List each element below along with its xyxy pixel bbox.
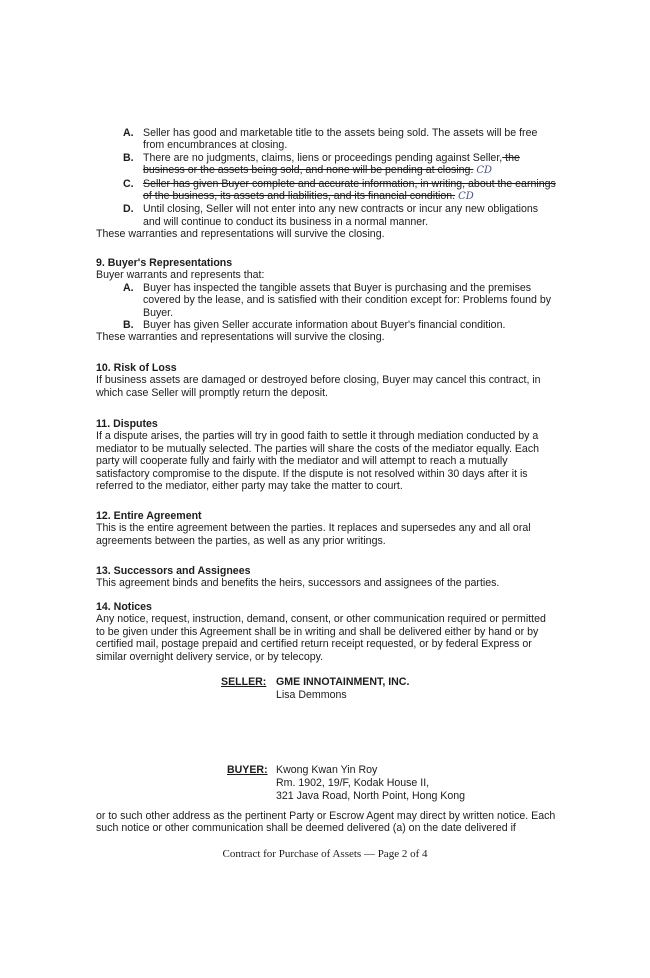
section-12-heading: 12. Entire Agreement <box>96 510 202 522</box>
section-14-text: Any notice, request, instruction, demand, consent, or other communication required or permitted to be given under this Agreement shall be in writing and shall be delivered either by hand or by certified mail, postage prepaid and certified return receipt requested, or by federal Express or similar overnight delivery service, or by telecopy. <box>96 613 546 663</box>
buyer-block <box>0 764 650 804</box>
section-14-heading: 14. Notices <box>96 601 152 613</box>
warranty-a-text: Seller has good and marketable title to the assets being sold. The assets will be free from encumbrances at closing. <box>143 127 538 152</box>
buyer-rep-b-text: Buyer has given Seller accurate information about Buyer's financial condition. <box>143 319 506 332</box>
closing-paragraph: or to such other address as the pertinent Party or Escrow Agent may direct by written notice. Each such notice or other communication shall be deemed delivered (a) on the date delivered if <box>96 810 556 835</box>
buyer-rep-b <box>96 319 556 331</box>
buyer-address-line1: Rm. 1902, 19/F, Kodak House II, <box>276 777 430 789</box>
seller-warranties <box>96 127 556 241</box>
section-13-text: This agreement binds and benefits the heirs, successors and assignees of the parties. <box>96 577 500 590</box>
warranty-b-struck-text: the business or the assets being sold, and none will be pending at closing. <box>143 151 520 177</box>
section-11 <box>96 418 556 492</box>
warranty-d-text: Until closing, Seller will not enter into any new contracts or incur any new obligations and will continue to conduct its business in a normal manner. <box>143 203 539 228</box>
buyer-rep-a-text: Buyer has inspected the tangible assets that Buyer is purchasing and the premises covered by the lease, and is satisfied with their condition except for: Problems found by Buyer. <box>143 281 552 319</box>
warranty-a <box>96 127 556 152</box>
section-12-text: This is the entire agreement between the parties. It replaces and supersedes any and all oral agreements between the parties, as well as any prior writings. <box>96 522 531 547</box>
section-10-text: If business assets are damaged or destroyed before closing, Buyer may cancel this contract, in which case Seller will promptly return the deposit. <box>96 374 541 399</box>
warranty-d-letter: D. <box>123 203 134 216</box>
section-11-heading: 11. Disputes <box>96 418 158 430</box>
section-13 <box>96 565 556 590</box>
warranty-a-letter: A. <box>123 127 134 139</box>
buyer-rep-a-letter: A. <box>123 281 134 294</box>
seller-name: Lisa Demmons <box>276 689 347 701</box>
seller-survive-text: These warranties and representations will survive the closing. <box>96 228 385 241</box>
warranty-c-struck-text: Seller has given Buyer complete and accurate information, in writing, about the earnings of the business, its assets and liabilities, and its financial condition. <box>143 177 556 203</box>
page-footer: Contract for Purchase of Assets — Page 2 of 4 <box>222 848 428 860</box>
section-13-heading: 13. Successors and Assignees <box>96 565 251 577</box>
buyer-label: BUYER: <box>227 764 268 776</box>
buyer-address-line2: 321 Java Road, North Point, Hong Kong <box>276 790 466 802</box>
seller-block <box>0 676 650 706</box>
section-9-intro: Buyer warrants and represents that: <box>96 269 265 282</box>
buyer-rep-a <box>96 282 556 319</box>
section-14 <box>96 601 556 663</box>
seller-company: GME INNOTAINMENT, INC. <box>276 676 410 688</box>
section-9 <box>96 257 556 344</box>
buyer-name: Kwong Kwan Yin Roy <box>276 764 378 776</box>
section-12 <box>96 510 556 547</box>
section-10-heading: 10. Risk of Loss <box>96 362 177 374</box>
warranty-c-initials: CD <box>458 191 474 203</box>
warranty-d <box>96 203 556 228</box>
buyer-rep-b-letter: B. <box>123 319 134 332</box>
warranty-c <box>96 178 556 204</box>
section-11-text: If a dispute arises, the parties will try in good faith to settle it through mediation conducted by a mediator to be mutually selected. The parties will share the costs of the mediator equally. Each party will cooperate fully and fairly with the mediator and will attempt to reach a mutually satisfactory compromise to the dispute. If the dispute is not resolved within 30 days after it is referred to the mediator, either party may take the matter to court. <box>96 430 540 493</box>
warranty-b-text: There are no judgments, claims, liens or proceedings pending against Seller, <box>143 151 503 164</box>
warranty-b-initials: CD <box>476 165 493 177</box>
section-10 <box>96 362 556 399</box>
buyer-survive-text: These warranties and representations will survive the closing. <box>96 331 385 344</box>
warranty-b-letter: B. <box>123 151 134 164</box>
warranty-b <box>96 152 556 178</box>
section-9-heading: 9. Buyer's Representations <box>96 257 233 269</box>
warranty-c-letter: C. <box>123 177 134 190</box>
seller-label: SELLER: <box>221 676 267 688</box>
